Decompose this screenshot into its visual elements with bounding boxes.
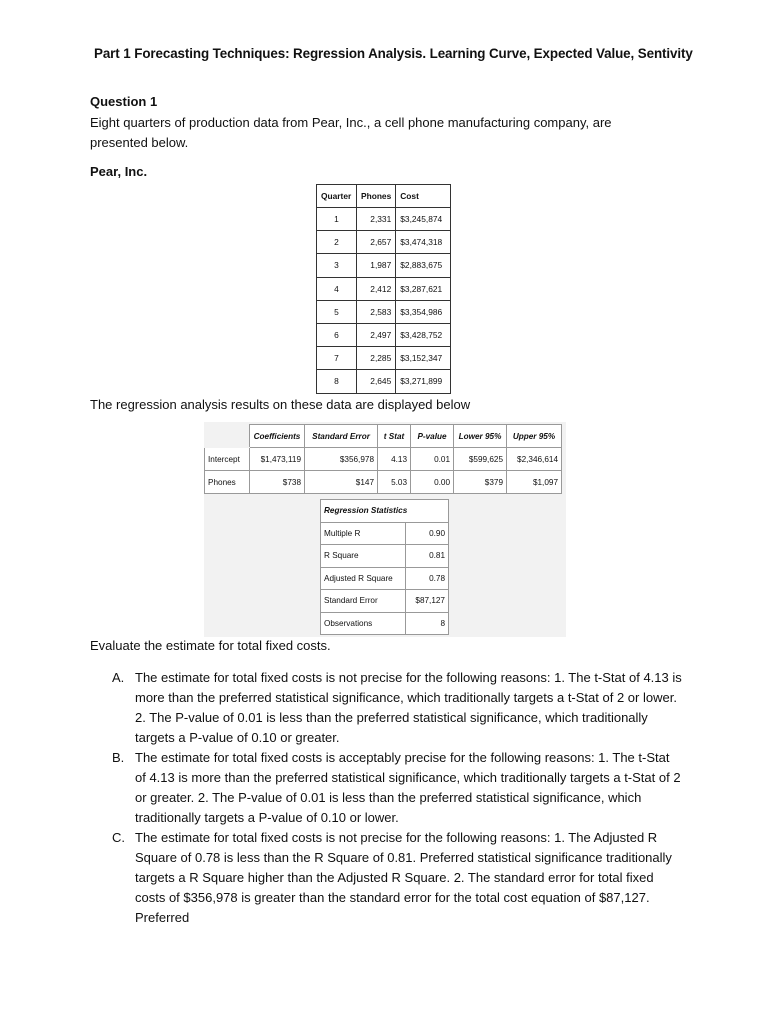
- statistic-value: 0.90: [406, 522, 449, 545]
- table-row: [317, 277, 451, 300]
- table-cell: $3,287,621: [396, 277, 451, 300]
- statistic-value: $87,127: [406, 590, 449, 613]
- table-cell: 8: [317, 370, 357, 393]
- option-text: The estimate for total fixed costs is acceptably precise for the following reasons: 1. The t-Stat of 4.13 is more than the preferred statistical significance, which traditionally targets a t-Stat of 2 or greater. 2. The P-value of 0.01 is less than the preferred statistical significance, which traditionally targets a P-value of 0.10 or lower.: [135, 750, 681, 825]
- statistic-label: R Square: [321, 545, 406, 568]
- column-header: Lower 95%: [454, 425, 507, 448]
- table-cell: $3,474,318: [396, 231, 451, 254]
- option-text: The estimate for total fixed costs is not precise for the following reasons: 1. The t-Stat of 4.13 is more than the preferred statistical significance, which traditionally targets a t-Stat of 2 or lower. 2. The P-value of 0.01 is less than the preferred statistical significance, which traditionally targets a P-value of 0.10 or greater.: [135, 670, 682, 745]
- statistic-label: Multiple R: [321, 522, 406, 545]
- answer-option: [112, 748, 682, 828]
- column-header: t Stat: [378, 425, 411, 448]
- table-cell: 7: [317, 347, 357, 370]
- table-cell: 2,497: [357, 323, 396, 346]
- table-header-row: [321, 500, 449, 523]
- table-cell: 4: [317, 277, 357, 300]
- table-cell: $356,978: [305, 448, 378, 471]
- table-cell: 2,657: [357, 231, 396, 254]
- table-cell: 4.13: [378, 448, 411, 471]
- statistic-value: 0.78: [406, 567, 449, 590]
- table-row: [321, 590, 449, 613]
- question-prompt: Evaluate the estimate for total fixed costs.: [90, 638, 331, 653]
- table-cell: $3,245,874: [396, 208, 451, 231]
- table-cell: 2,285: [357, 347, 396, 370]
- table-cell: $1,097: [507, 471, 562, 494]
- table-cell: $2,883,675: [396, 254, 451, 277]
- option-text: The estimate for total fixed costs is not precise for the following reasons: 1. The Adjusted R Square of 0.78 is less than the R Square of 0.81. Preferred statistical significance traditionally targets a R Square higher than the Adjusted R Square. 2. The standard error for total fixed costs of $356,978 is greater than the standard error for the total cost equation of $87,127. Preferred: [135, 830, 672, 925]
- table-cell: $2,346,614: [507, 448, 562, 471]
- table-cell: 3: [317, 254, 357, 277]
- table-row: [321, 545, 449, 568]
- column-header: Quarter: [317, 185, 357, 208]
- column-header: Standard Error: [305, 425, 378, 448]
- row-label: Phones: [205, 471, 250, 494]
- answer-option: [112, 668, 682, 748]
- table-row: [205, 448, 562, 471]
- production-data-table: [316, 184, 451, 394]
- table-row: [317, 254, 451, 277]
- table-cell: 2,412: [357, 277, 396, 300]
- table-row: [317, 300, 451, 323]
- table-cell: 0.00: [411, 471, 454, 494]
- table-cell: 5.03: [378, 471, 411, 494]
- table-row: [317, 323, 451, 346]
- column-header: Upper 95%: [507, 425, 562, 448]
- table-cell: 6: [317, 323, 357, 346]
- table-cell: $599,625: [454, 448, 507, 471]
- table-cell: 2,331: [357, 208, 396, 231]
- regression-statistics-table: [320, 499, 449, 635]
- column-header: Phones: [357, 185, 396, 208]
- table-cell: 2,583: [357, 300, 396, 323]
- table-row: [321, 612, 449, 635]
- page-title: Part 1 Forecasting Techniques: Regression Analysis. Learning Curve, Expected Value, Sentivity: [94, 46, 693, 61]
- table-header-row: [205, 425, 562, 448]
- company-heading: Pear, Inc.: [90, 164, 148, 179]
- table-row: [321, 522, 449, 545]
- statistic-value: 0.81: [406, 545, 449, 568]
- table-cell: 0.01: [411, 448, 454, 471]
- regression-intro: The regression analysis results on these data are displayed below: [90, 397, 471, 412]
- option-letter: B.: [112, 750, 125, 765]
- table-cell: $3,152,347: [396, 347, 451, 370]
- table-cell: 2: [317, 231, 357, 254]
- table-cell: $1,473,119: [250, 448, 305, 471]
- table-cell: $738: [250, 471, 305, 494]
- question-heading: Question 1: [90, 94, 158, 109]
- table-cell: $3,428,752: [396, 323, 451, 346]
- table-cell: $3,354,986: [396, 300, 451, 323]
- table-row: [317, 370, 451, 393]
- table-cell: $379: [454, 471, 507, 494]
- column-header: Coefficients: [250, 425, 305, 448]
- option-letter: C.: [112, 830, 125, 845]
- statistic-value: 8: [406, 612, 449, 635]
- table-cell: $3,271,899: [396, 370, 451, 393]
- table-row: [317, 347, 451, 370]
- column-header: Cost: [396, 185, 451, 208]
- table-row: [205, 471, 562, 494]
- table-row: [317, 231, 451, 254]
- table-cell: 1,987: [357, 254, 396, 277]
- table-cell: 5: [317, 300, 357, 323]
- empty-header-cell: [205, 425, 250, 448]
- table-header-row: [317, 185, 451, 208]
- answer-option: [112, 828, 682, 928]
- table-row: [317, 208, 451, 231]
- coefficients-table: [204, 424, 562, 494]
- table-row: [321, 567, 449, 590]
- row-label: Intercept: [205, 448, 250, 471]
- statistic-label: Standard Error: [321, 590, 406, 613]
- statistic-label: Observations: [321, 612, 406, 635]
- table-cell: 2,645: [357, 370, 396, 393]
- statistic-label: Adjusted R Square: [321, 567, 406, 590]
- column-header: P-value: [411, 425, 454, 448]
- table-cell: $147: [305, 471, 378, 494]
- option-letter: A.: [112, 670, 125, 685]
- answer-options-list: [112, 668, 682, 928]
- question-intro: Eight quarters of production data from Pear, Inc., a cell phone manufacturing company, are presented below.: [90, 115, 612, 150]
- table-cell: 1: [317, 208, 357, 231]
- regression-statistics-header: Regression Statistics: [321, 500, 449, 523]
